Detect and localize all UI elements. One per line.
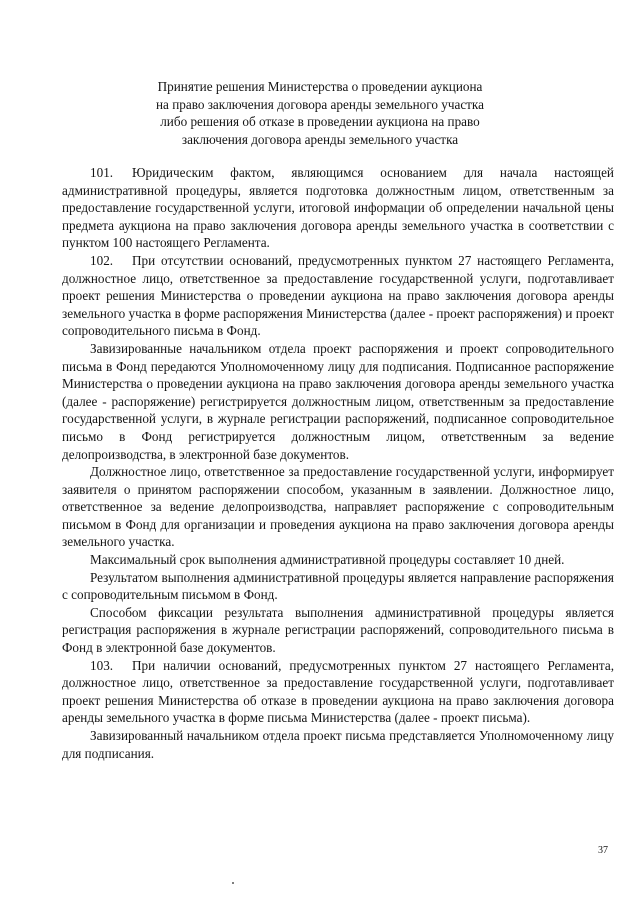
title-line: Принятие решения Министерства о проведении аукциона — [157, 79, 483, 94]
paragraph-101 — [62, 164, 614, 252]
title-line: либо решения об отказе в проведении аукциона на право — [160, 114, 480, 129]
paragraph-text: Должностное лицо, ответственное за предоставление государственной услуги, информирует заявителя о принятом распоряжении способом, указанным в заявлении. Должностное лицо, ответственное за ведение делопроизводства, направляет распоряжение с сопроводительным письмом в Фонд для организации и проведения аукциона на право заключения договора аренды земельного участка. — [62, 464, 614, 550]
paragraph-102-deadline — [62, 551, 614, 569]
paragraph-text: Завизированные начальником отдела проект распоряжения и проект сопроводительного письма в Фонд передаются Уполномоченному лицу для подписания. Подписанное распоряжение Министерства о проведении аукциона на право заключения договора аренды земельного участка (далее - распоряжение) регистрируется должностным лицом, ответственным за предоставление государственной услуги, в журнале регистрации распоряжений, подписанное сопроводительное письмо в Фонд регистрируется должностным лицом, ответственным за ведение делопроизводства, в электронной базе документов. — [62, 340, 614, 462]
paragraph-text: Завизированный начальником отдела проект письма представляется Уполномоченному лицу для подписания. — [62, 728, 614, 761]
paragraph-102-recording — [62, 604, 614, 657]
scan-speck — [232, 882, 234, 884]
paragraph-text: Способом фиксации результата выполнения административной процедуры является регистрация распоряжения в журнале регистрации распоряжений, сопроводительного письма в Фонд в электронной базе документов. — [62, 604, 614, 656]
title-line: заключения договора аренды земельного участка — [181, 131, 459, 147]
paragraph-102 — [62, 252, 614, 340]
paragraph-text: При отсутствии оснований, предусмотренных пунктом 27 настоящего Регламента, должностное лицо, ответственное за предоставление государственной услуги, подготавливает проект решения Министерства о проведении аукциона на право заключения договора аренды земельного участка в форме распоряжения Министерства (далее - проект распоряжения) и проект сопроводительного письма в Фонд. — [62, 252, 614, 339]
clause-number: 101. — [90, 165, 114, 180]
paragraph-text: Юридическим фактом, являющимся основанием для начала настоящей административной процедуры, является подготовка должностным лицом, ответственным за предоставление государственной услуги, итоговой информации об определении начальной цены предмета аукциона на право заключения договора аренды земельного участка в соответствии с пунктом 100 настоящего Регламента. — [62, 165, 614, 251]
clause-number: 102. — [90, 252, 114, 268]
title-line: на право заключения договора аренды земельного участка — [155, 96, 484, 112]
paragraph-text: Максимальный срок выполнения административной процедуры составляет 10 дней. — [90, 552, 565, 568]
page-number: 37 — [598, 845, 608, 856]
paragraph-103-signing — [62, 727, 614, 762]
paragraph-102-notification — [62, 463, 614, 551]
clause-number: 103. — [90, 657, 114, 673]
paragraph-text: При наличии оснований, предусмотренных пунктом 27 настоящего Регламента, должностное лицо, ответственное за предоставление государственной услуги, подготавливает проект решения Министерства об отказе в проведении аукциона на право заключения договора аренды земельного участка в форме письма Министерства (далее - проект письма). — [62, 657, 614, 726]
paragraph-102-result — [62, 569, 614, 604]
paragraph-103 — [62, 657, 614, 727]
paragraph-102-approval — [62, 340, 614, 463]
document-body — [62, 164, 614, 762]
paragraph-text: Результатом выполнения административной процедуры является направление распоряжения с сопроводительным письмом в Фонд. — [62, 569, 614, 603]
section-title — [120, 78, 520, 148]
